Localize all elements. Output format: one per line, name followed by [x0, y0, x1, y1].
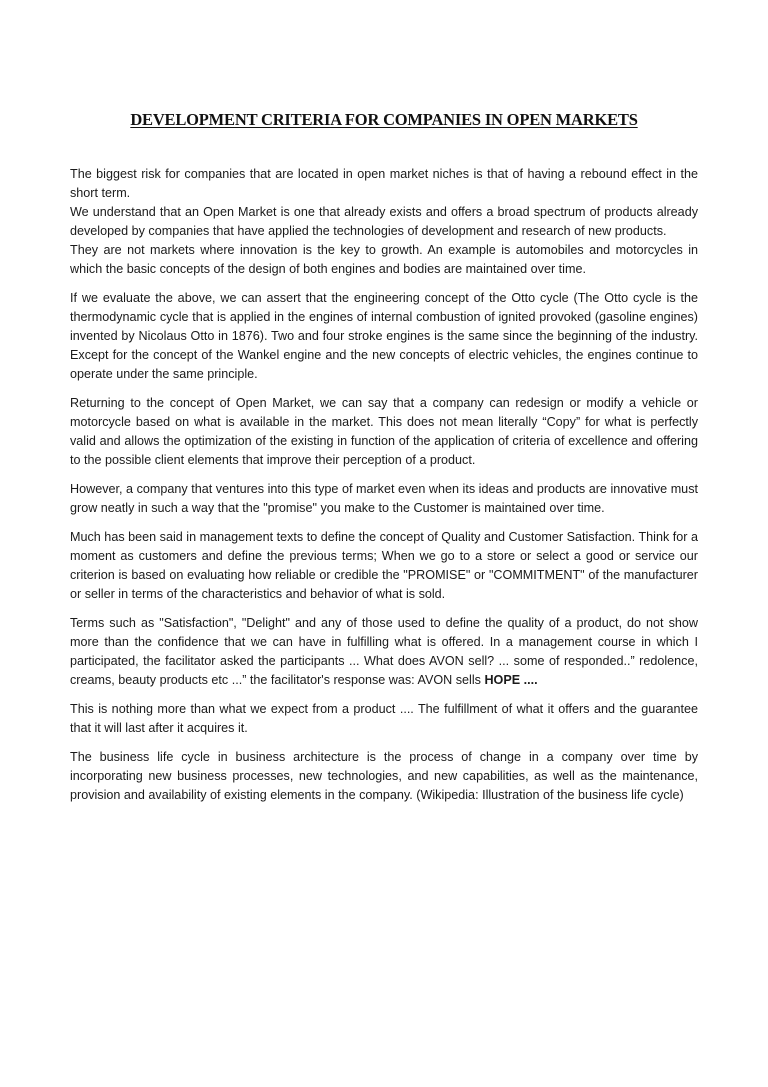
paragraph-quality-satisfaction: Much has been said in management texts to define the concept of Quality and Customer Satisfaction. Think for a moment as customers and define the previous terms; When we go to a store or select a good or service our criterion is based on evaluating how reliable or credible the "PROMISE" or "COMMITMENT" of the manufacturer or seller in terms of the characteristics and behavior of what is sold. [70, 530, 698, 601]
document-body [70, 165, 698, 805]
paragraph-otto-cycle: If we evaluate the above, we can assert that the engineering concept of the Otto cycle (The Otto cycle is the thermodynamic cycle that is applied in the engines of internal combustion of ignited provoked (gasoline engines) invented by Nicolaus Otto in 1876). Two and four stroke engines is the same since the beginning of the industry. Except for the concept of the Wankel engine and the new concepts of electric vehicles, the engines continue to operate under the same principle. [70, 291, 698, 381]
paragraph-redesign: Returning to the concept of Open Market, we can say that a company can redesign or modify a vehicle or motorcycle based on what is available in the market. This does not mean literally “Copy” for what is perfectly valid and allows the optimization of the existing in function of the application of criteria of excellence and offering to the possible client elements that improve their perception of a product. [70, 396, 698, 467]
paragraph-open-market-definition: We understand that an Open Market is one that already exists and offers a broad spectrum of products already developed by companies that have applied the technologies of development and research of new products. [70, 205, 698, 238]
paragraph-avon [70, 614, 698, 690]
paragraph-expectation: This is nothing more than what we expect from a product .... The fulfillment of what it offers and the guarantee that it will last after it acquires it. [70, 702, 698, 735]
avon-text: Terms such as "Satisfaction", "Delight" and any of those used to define the quality of a product, do not show more than the confidence that we can have in fulfilling what is offered. In a management course in which I participated, the facilitator asked the participants ... What does AVON sell? ... some of responded..” redolence, creams, beauty products etc ...” the facilitator's response was: AVON sells [70, 616, 698, 687]
paragraph-promise: However, a company that ventures into this type of market even when its ideas and products are innovative must grow neatly in such a way that the "promise" you make to the Customer is maintained over time. [70, 482, 698, 515]
document-title: DEVELOPMENT CRITERIA FOR COMPANIES IN OPEN MARKETS [130, 110, 638, 129]
hope-emphasis: HOPE .... [480, 673, 538, 687]
paragraph-business-life-cycle: The business life cycle in business architecture is the process of change in a company over time by incorporating new business processes, new technologies, and new capabilities, as well as the maintenance, provision and availability of existing elements in the company. (Wikipedia: Illustration of the business life cycle) [70, 750, 698, 802]
paragraph-rebound-risk: The biggest risk for companies that are located in open market niches is that of having a rebound effect in the short term. [70, 167, 698, 200]
paragraph-innovation: They are not markets where innovation is the key to growth. An example is automobiles and motorcycles in which the basic concepts of the design of both engines and bodies are maintained over time. [70, 243, 698, 276]
